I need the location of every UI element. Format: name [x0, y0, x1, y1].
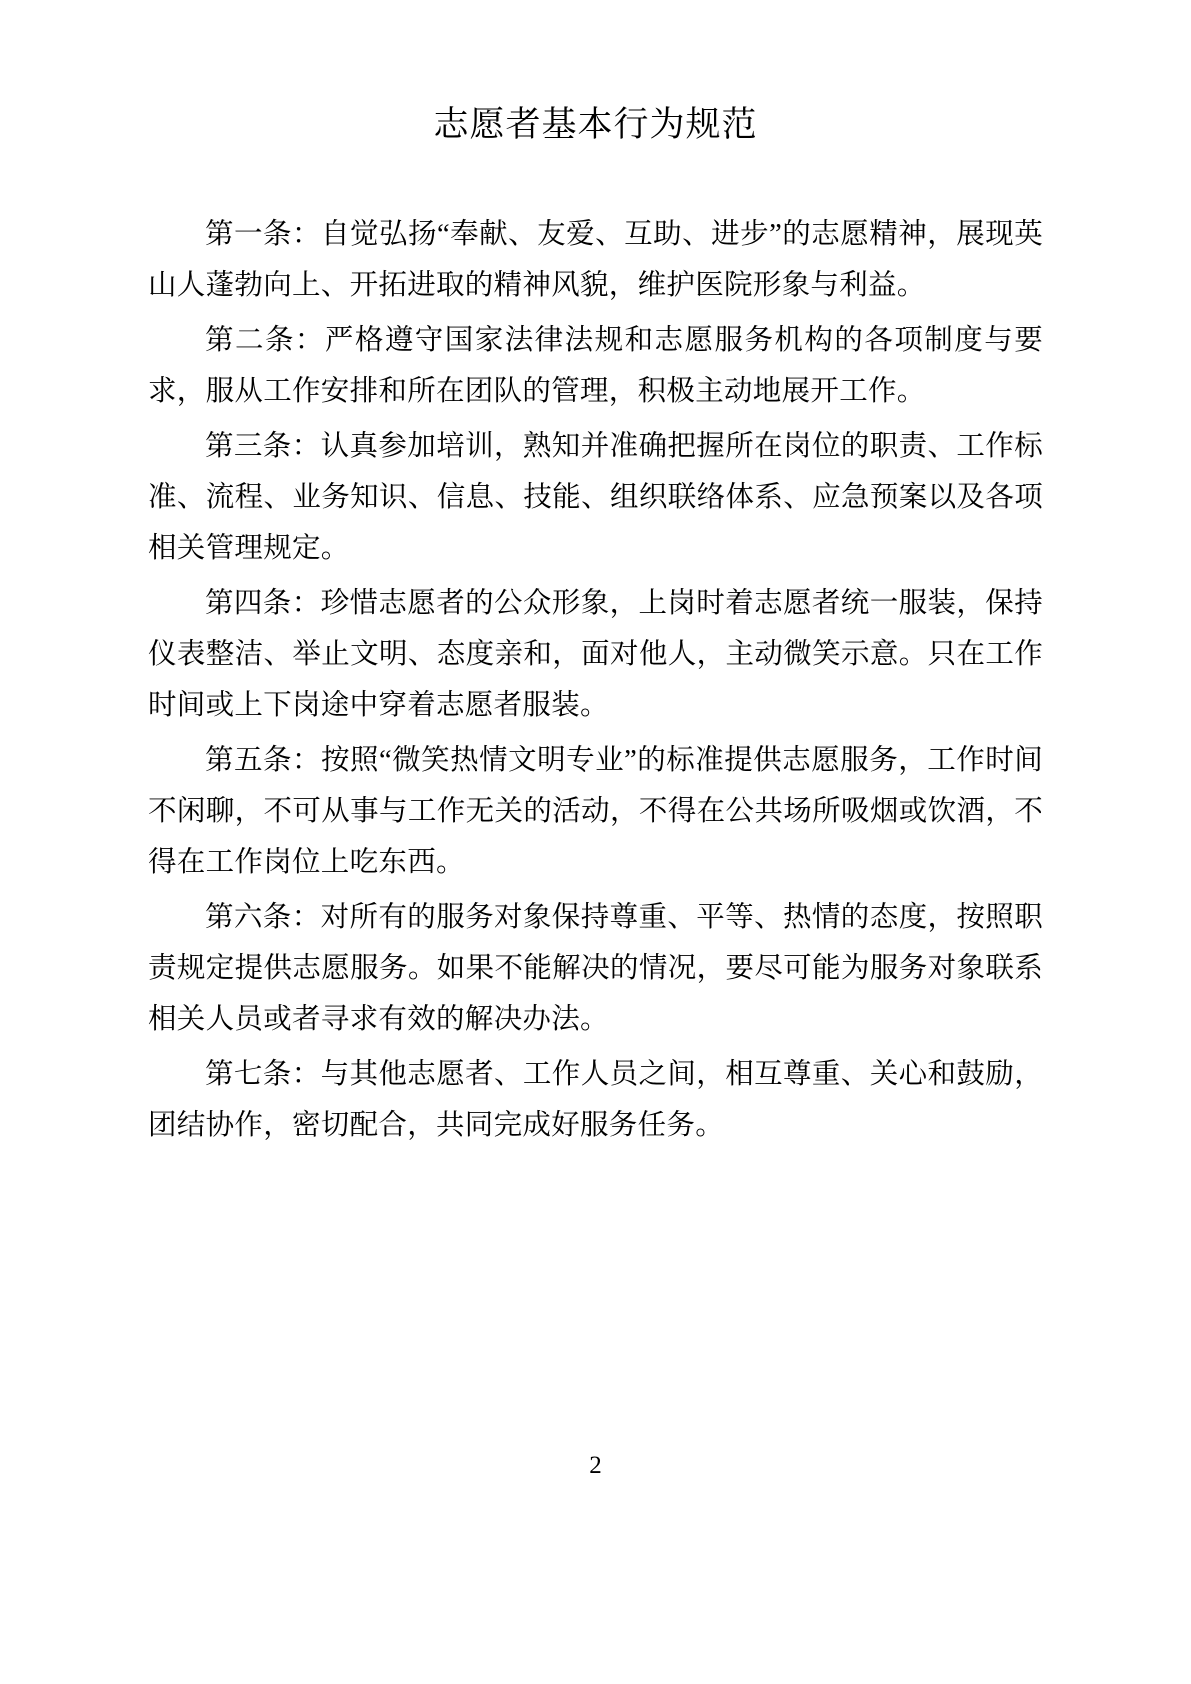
paragraph-article-5: 第五条：按照“微笑热情文明专业”的标准提供志愿服务，工作时间不闲聊，不可从事与工作无关的活动，不得在公共场所吸烟或饮酒，不得在工作岗位上吃东西。 — [148, 745, 1043, 878]
paragraph-article-6: 第六条：对所有的服务对象保持尊重、平等、热情的态度，按照职责规定提供志愿服务。如果不能解决的情况，要尽可能为服务对象联系相关人员或者寻求有效的解决办法。 — [148, 902, 1043, 1035]
document-body — [148, 100, 1043, 1155]
paragraph-article-4: 第四条：珍惜志愿者的公众形象，上岗时着志愿者统一服装，保持仪表整洁、举止文明、态度亲和，面对他人，主动微笑示意。只在工作时间或上下岗途中穿着志愿者服装。 — [148, 588, 1043, 721]
paragraph-article-1: 第一条：自觉弘扬“奉献、友爱、互助、进步”的志愿精神，展现英山人蓬勃向上、开拓进取的精神风貌，维护医院形象与利益。 — [148, 219, 1043, 301]
paragraph-article-7: 第七条：与其他志愿者、工作人员之间，相互尊重、关心和鼓励，团结协作，密切配合，共同完成好服务任务。 — [148, 1059, 1043, 1141]
page-number: 2 — [589, 1452, 602, 1479]
paragraph-article-2: 第二条：严格遵守国家法律法规和志愿服务机构的各项制度与要求，服从工作安排和所在团队的管理，积极主动地展开工作。 — [148, 325, 1043, 407]
paragraph-article-3: 第三条：认真参加培训，熟知并准确把握所在岗位的职责、工作标准、流程、业务知识、信息、技能、组织联络体系、应急预案以及各项相关管理规定。 — [148, 431, 1043, 564]
page-title: 志愿者基本行为规范 — [433, 105, 758, 144]
